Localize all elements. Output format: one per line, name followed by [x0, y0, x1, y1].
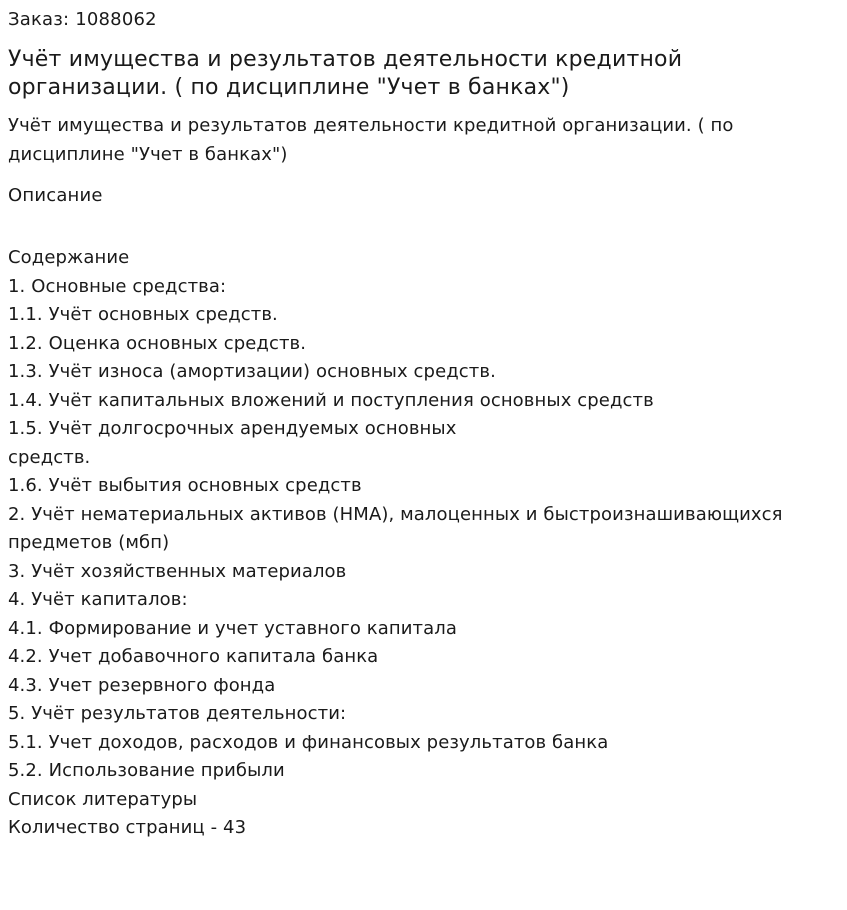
- toc-item: 5.1. Учет доходов, расходов и финансовых результатов банка: [8, 731, 609, 753]
- bibliography-item: Список литературы: [8, 788, 198, 810]
- toc-item: 1.6. Учёт выбытия основных средств: [8, 475, 362, 496]
- page-title: Учёт имущества и результатов деятельности кредитной организации. ( по дисциплине "Учет в банках"): [8, 47, 683, 100]
- toc-item: 4.1. Формирование и учет уставного капитала: [8, 617, 457, 639]
- toc-item: 1.1. Учёт основных средств.: [8, 304, 278, 325]
- order-number: Заказ: 1088062: [8, 9, 157, 30]
- toc-item: средств.: [8, 446, 91, 468]
- contents-heading: Содержание: [8, 247, 130, 268]
- toc-item: 4.3. Учет резервного фонда: [8, 674, 276, 696]
- toc-item: 1.3. Учёт износа (амортизации) основных средств.: [8, 361, 496, 382]
- toc-item: 3. Учёт хозяйственных материалов: [8, 560, 347, 582]
- toc-item: 4.2. Учет добавочного капитала банка: [8, 646, 379, 667]
- toc-item: 5.2. Использование прибыли: [8, 760, 285, 781]
- page-count: Количество страниц - 43: [8, 817, 247, 838]
- toc-item: 1. Основные средства:: [8, 275, 227, 297]
- page-subtitle: Учёт имущества и результатов деятельности кредитной организации. ( по дисциплине "Учет в банках"): [8, 115, 734, 165]
- toc-item: 1.5. Учёт долгосрочных арендуемых основных: [8, 418, 457, 439]
- toc-item: 1.2. Оценка основных средств.: [8, 332, 307, 354]
- table-of-contents: [8, 244, 839, 843]
- toc-item: 1.4. Учёт капитальных вложений и поступления основных средств: [8, 389, 654, 411]
- toc-item: 5. Учёт результатов деятельности:: [8, 703, 347, 724]
- toc-item: 4. Учёт капиталов:: [8, 589, 188, 610]
- toc-item: 2. Учёт нематериальных активов (НМА), малоценных и быстроизнашивающихся предметов (мбп): [8, 503, 783, 553]
- description-label: Описание: [8, 185, 103, 206]
